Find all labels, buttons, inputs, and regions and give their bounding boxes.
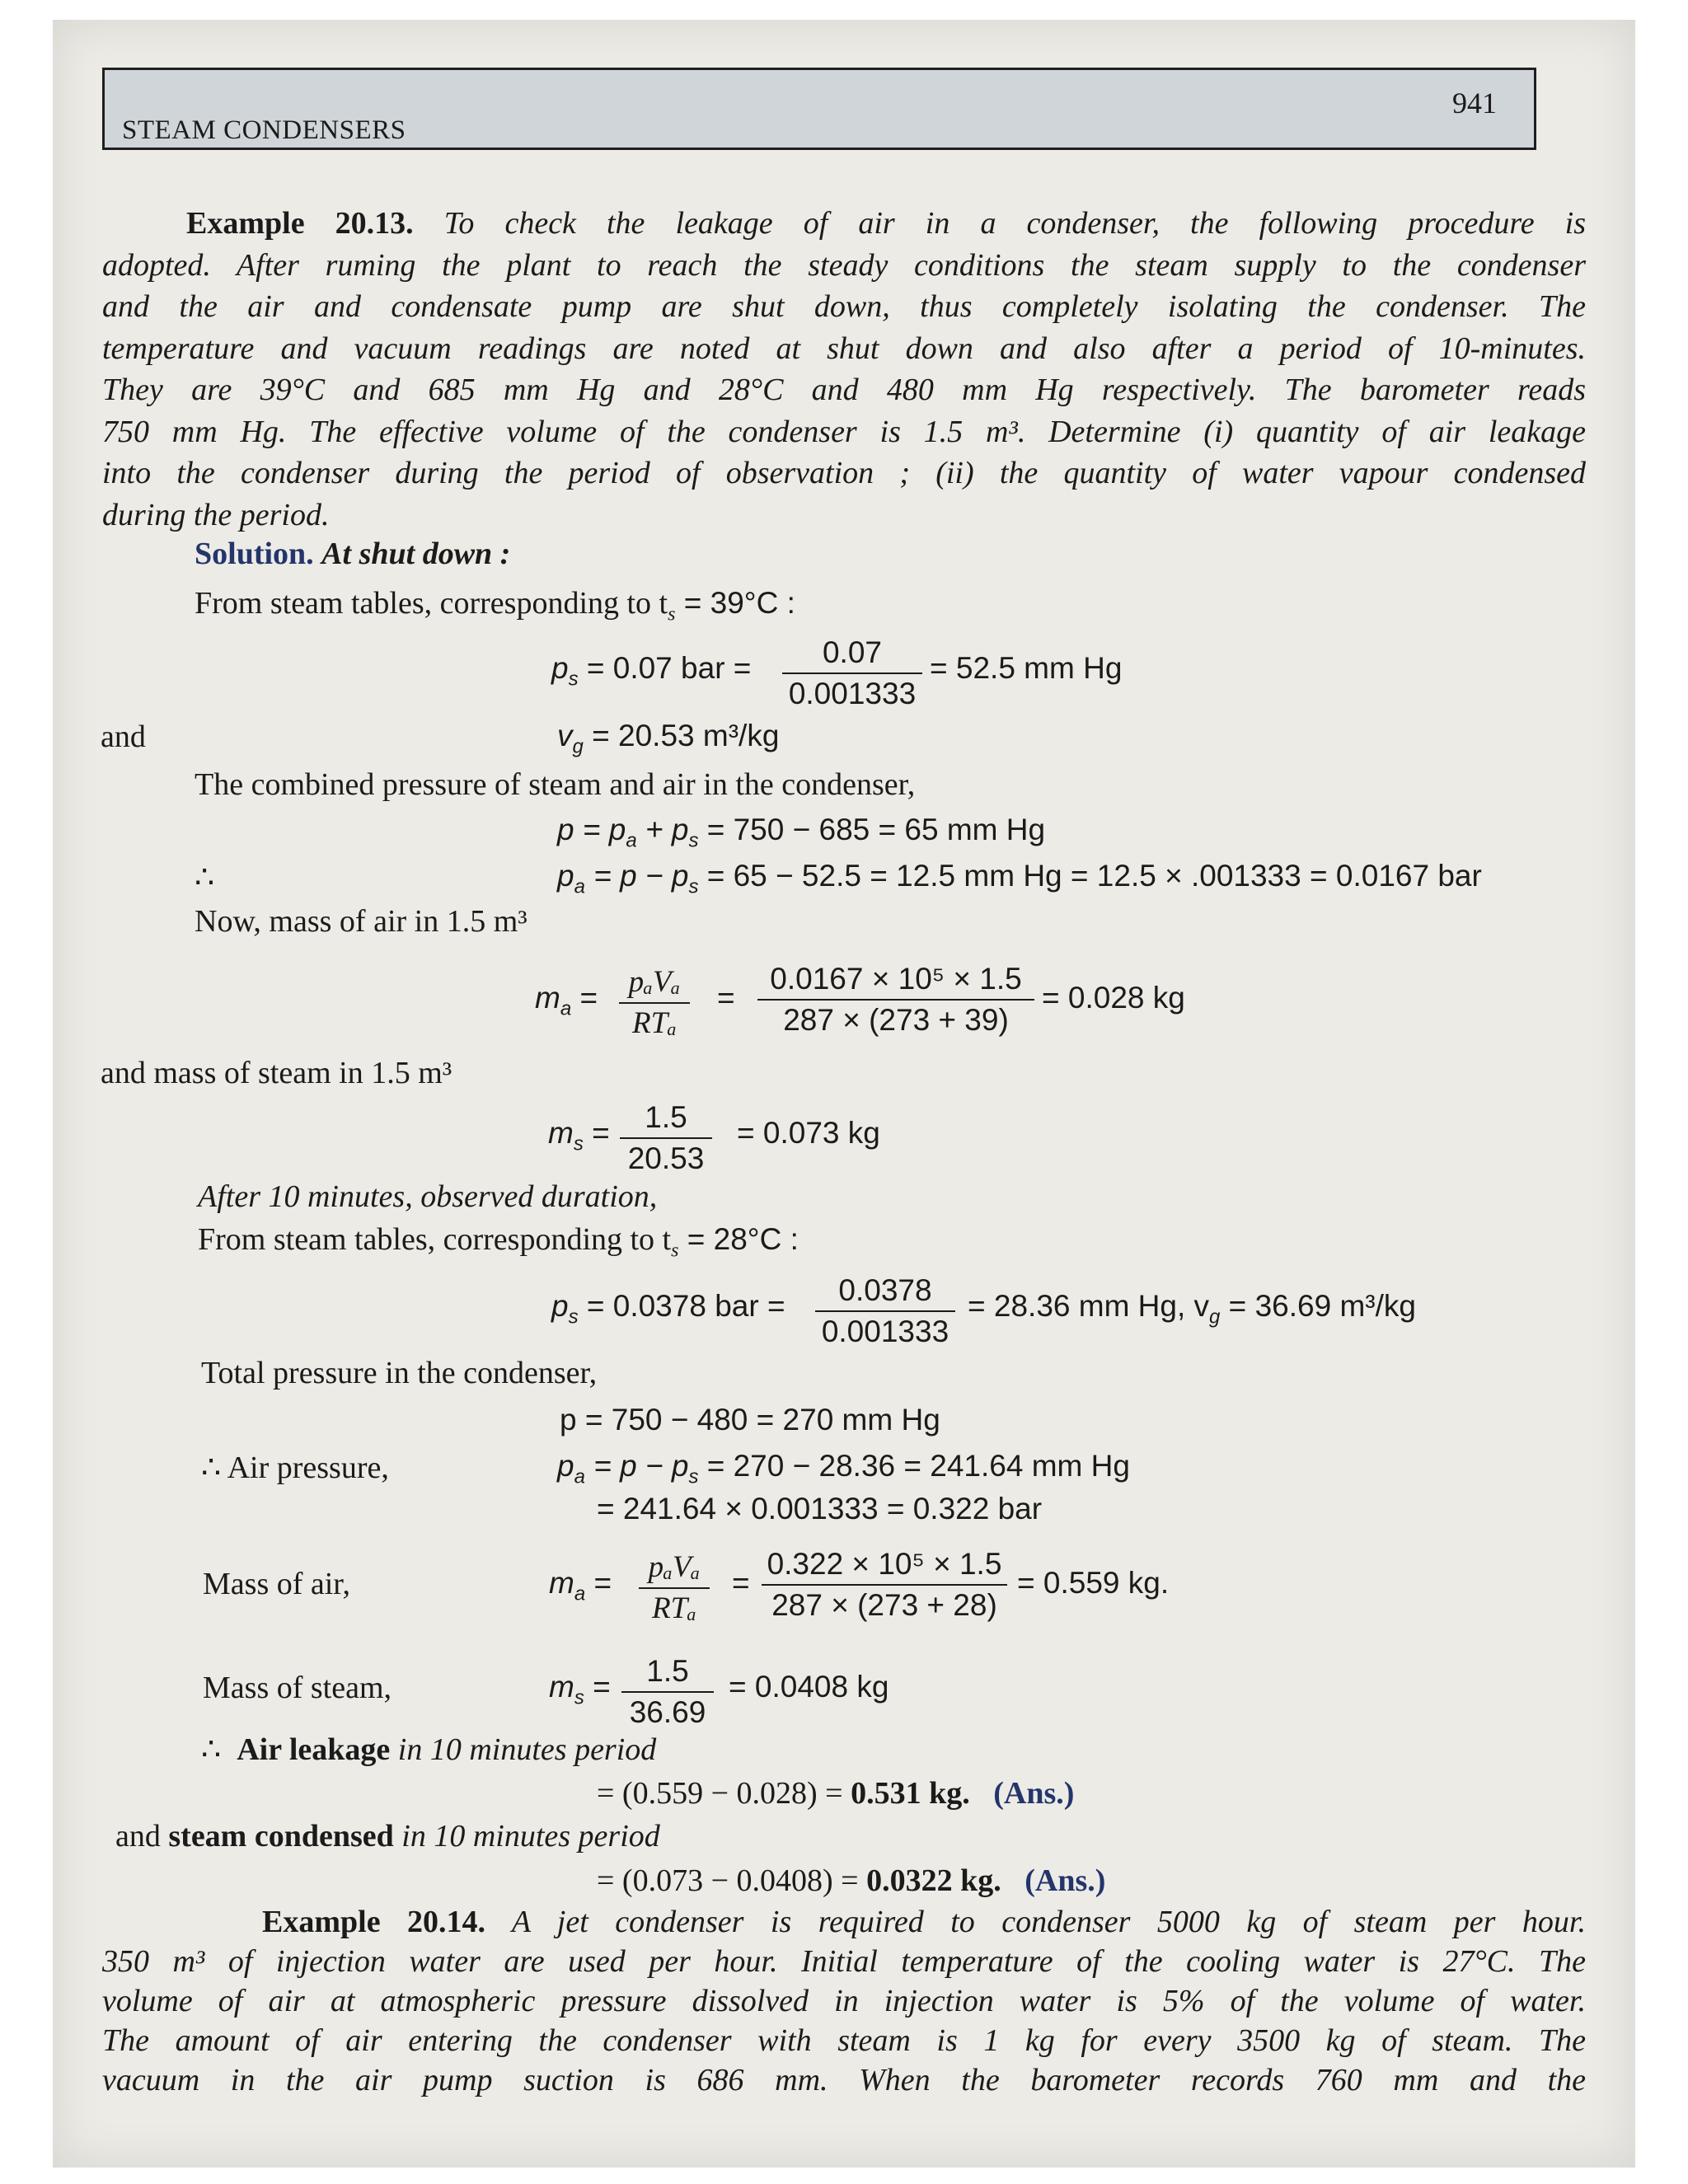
example-label: Example 20.13. (186, 206, 414, 241)
and-word: and (101, 719, 146, 754)
mass-of-air-label: Mass of air, (203, 1567, 350, 1601)
air-leakage-line: ∴ Air leakage in 10 minutes period (201, 1732, 657, 1767)
page-number: 941 (1452, 87, 1497, 120)
total-pressure-text: Total pressure in the condenser, (201, 1356, 598, 1390)
ma2-equals: = (732, 1566, 750, 1600)
steam-tables-line-2: From steam tables, corresponding to $t_s = 28^\circ C$ : (198, 1222, 799, 1262)
example-label: Example 20.14. (262, 1905, 486, 1939)
statement-line: Example 20.13. To check the leakage of air in a condenser, the following procedure is (186, 206, 1586, 241)
example-20-14-statement (102, 1902, 1586, 2100)
after-10-minutes-text: After 10 minutes, observed duration, (198, 1179, 658, 1214)
statement-line: into the condenser during the period of observation ; (ii) the quantity of water vapour condensed (102, 456, 1586, 490)
ma1-symbolic-fraction: pₐVₐ RTₐ (619, 963, 690, 1043)
statement-line: and the air and condensate pump are shut down, thus completely isolating the condenser. The (102, 289, 1586, 324)
steam-tables-line-1: From steam tables, corresponding to $t_s = 39^\circ C$ : (195, 586, 795, 626)
statement-line: Example 20.14. A jet condenser is required to condenser 5000 kg of steam per hour. (262, 1905, 1586, 1939)
solution-heading: Solution. At shut down : (195, 537, 511, 571)
statement-line: They are 39°C and 685 mm Hg and 28°C and 480 mm Hg respectively. The barometer reads (102, 373, 1586, 407)
therefore-symbol: ∴ (195, 860, 215, 895)
ps1-equation-lhs: $p_s = 0.07$ bar = (551, 651, 752, 691)
air-leakage-result: = (0.559 − 0.028) = 0.531 kg. (Ans.) (597, 1776, 1075, 1811)
p-equation-1: $p = p_a + p_s = 750 - 685 = 65$ mm Hg (557, 813, 1046, 852)
ms2-lhs: $m_s$ = (549, 1670, 611, 1709)
p-equation-2: p = 750 − 480 = 270 mm Hg (560, 1403, 940, 1436)
example-20-13-statement (102, 203, 1586, 536)
pa2-equation: $p_a = p - p_s = 270 - 28.36 = 241.64$ mm Hg (557, 1449, 1130, 1488)
book-page (53, 20, 1635, 2168)
now-mass-air-text: Now, mass of air in 1.5 m³ (195, 904, 528, 939)
vg1-equation: $v_g = 20.53$ m³/kg (557, 719, 780, 758)
ms2-fraction: $\frac{1.5}{36.69}$ (621, 1652, 714, 1732)
ma1-rhs: = 0.028 kg (1042, 981, 1185, 1015)
ps1-fraction: $\frac{0.07}{0.001333}$ (782, 633, 922, 714)
running-header-title: STEAM CONDENSERS (122, 115, 406, 145)
ms1-rhs: = 0.073 kg (737, 1116, 880, 1150)
ma2-rhs: = 0.559 kg. (1017, 1566, 1170, 1600)
mass-of-steam-label: Mass of steam, (203, 1671, 392, 1705)
ps1-equation-rhs: = 52.5 mm Hg (930, 651, 1123, 685)
statement-line: vacuum in the air pump suction is 686 mm. When the barometer records 760 mm and the (102, 2063, 1586, 2097)
statement-line: during the period. (102, 497, 330, 532)
ma1-numeric-fraction: $\frac{\text{0.0167 × 10⁵ × 1.5}}{287 \times (273 + 39)}$ (757, 959, 1034, 1040)
ma2-numeric-fraction: $\frac{\text{0.322 × 10⁵ × 1.5}}{287 \times (273 + 28)}$ (762, 1544, 1007, 1625)
ps2-fraction: $\frac{0.0378}{0.001333}$ (815, 1271, 955, 1352)
steam-condensed-result: = (0.073 − 0.0408) = 0.0322 kg. (Ans.) (597, 1863, 1106, 1898)
ps2-equation-lhs: $p_s = 0.0378$ bar = (551, 1289, 785, 1329)
ms2-rhs: = 0.0408 kg (729, 1670, 889, 1704)
pa1-equation: $p_a = p - p_s = 65 - 52.5 = 12.5$ mm Hg = 12.5 × .001333 = 0.0167 bar (557, 859, 1482, 898)
statement-line: The amount of air entering the condenser with steam is 1 kg for every 3500 kg of steam. The (102, 2023, 1586, 2058)
ma2-lhs: $m_a$ = (549, 1566, 612, 1605)
statement-line: adopted. After ruming the plant to reach the steady conditions the steam supply to the condenser (102, 247, 1586, 283)
ma1-lhs: $m_a$ = (535, 981, 598, 1020)
and-mass-steam-text: and mass of steam in 1.5 m³ (101, 1056, 452, 1090)
ms1-lhs: $m_s$ = (548, 1116, 610, 1155)
pa2-equation-line2: = 241.64 × 0.001333 = 0.322 bar (597, 1492, 1043, 1526)
statement-line: temperature and vacuum readings are noted at shut down and also after a period of 10-minutes. (102, 330, 1586, 366)
statement-line: 350 m³ of injection water are used per hour. Initial temperature of the cooling water is 27°C. The (102, 1944, 1586, 1979)
ma1-equals: = (717, 981, 735, 1015)
combined-pressure-text: The combined pressure of steam and air in the condenser, (195, 767, 916, 802)
ps2-equation-rhs: = 28.36 mm Hg, $v_g = 36.69$ m³/kg (968, 1289, 1416, 1329)
statement-line: volume of air at atmospheric pressure dissolved in injection water is 5% of the volume of water. (102, 1984, 1586, 2018)
statement-line: 750 mm Hg. The effective volume of the condenser is 1.5 m³. Determine (i) quantity of air leakage (102, 414, 1586, 449)
air-pressure-label: ∴ Air pressure, (201, 1451, 389, 1485)
steam-condensed-line: and steam condensed in 10 minutes period (115, 1819, 660, 1854)
ms1-fraction: $\frac{1.5}{20.53}$ (620, 1098, 712, 1179)
ma2-symbolic-fraction: pₐVₐ RTₐ (639, 1548, 710, 1629)
